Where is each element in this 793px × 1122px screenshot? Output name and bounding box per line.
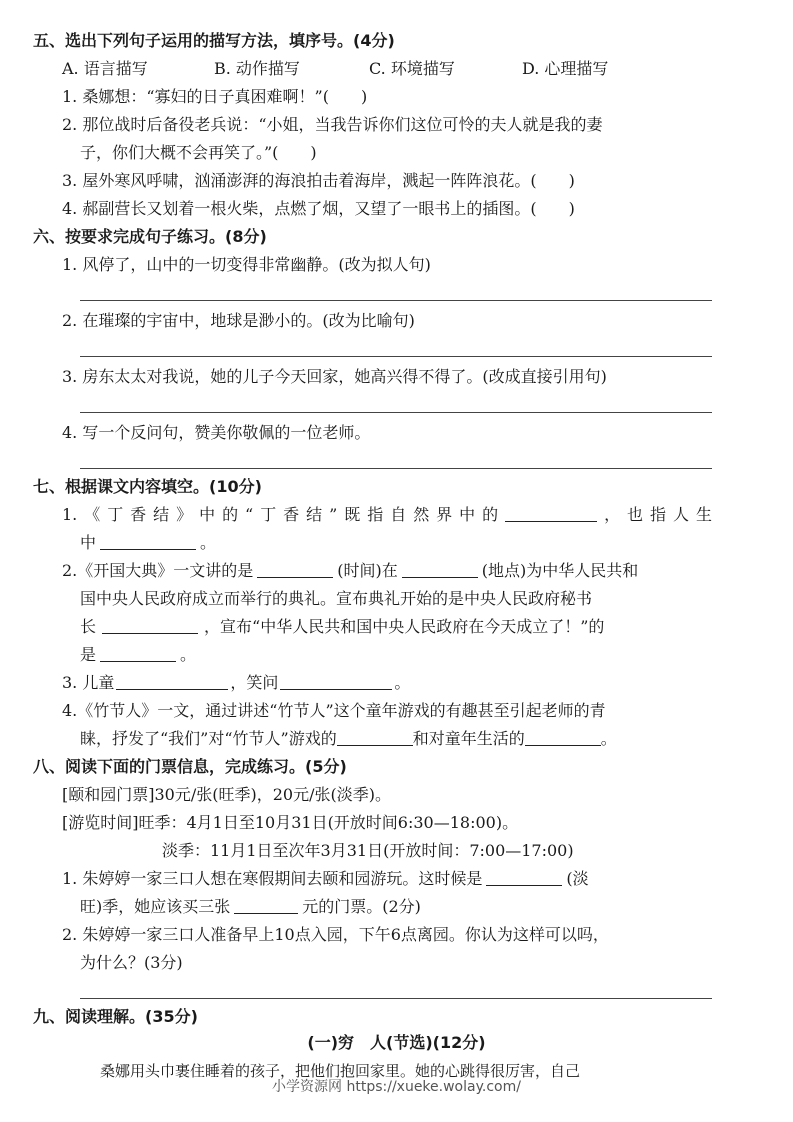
s7-q4-text: 和对童年生活的 <box>412 729 525 748</box>
s7-q1-text: 中 <box>80 533 97 552</box>
s7-question-1-cont <box>80 532 216 554</box>
s7-question-1 <box>62 504 712 526</box>
s7-q3-text: 3. 儿童 <box>62 673 115 692</box>
s8-q1-text: (淡 <box>566 869 589 888</box>
s7-q1-text: 1.《丁香结》中的“丁香结”既指自然界中的 <box>62 505 506 524</box>
s7-q2-text: (地点)为中华人民共和 <box>481 561 639 580</box>
option-d: D. 心理描写 <box>522 59 609 78</box>
blank-field[interactable] <box>337 729 413 746</box>
section-6-title: 六、按要求完成句子练习。(8分) <box>33 227 267 246</box>
s7-question-4: 4.《竹节人》一文，通过讲述“竹节人”这个童年游戏的有趣甚至引起老师的青 <box>62 701 606 720</box>
s7-q3-text: ，笑问 <box>230 673 279 692</box>
section-8-title: 八、阅读下面的门票信息，完成练习。(5分) <box>33 757 347 776</box>
option-c: C. 环境描写 <box>369 59 455 78</box>
s5-question-2: 2. 那位战时后备役老兵说：“小姐，当我告诉你们这位可怜的夫人就是我的妻 <box>62 115 603 134</box>
s7-q1-text: ，也指人生 <box>597 505 712 524</box>
section-9-title: 九、阅读理解。(35分) <box>33 1007 198 1026</box>
s5-question-2-cont: 子，你们大概不会再笑了。”( ) <box>80 143 317 162</box>
answer-line[interactable] <box>80 412 712 413</box>
s8-question-2: 2. 朱婷婷一家三口人准备早上10点入园，下午6点离园。你认为这样可以吗， <box>62 925 609 944</box>
s7-q2-text: 2.《开国大典》一文讲的是 <box>62 561 254 580</box>
s7-question-4-cont <box>80 728 617 750</box>
blank-field[interactable] <box>100 533 196 550</box>
blank-field[interactable] <box>280 673 392 690</box>
s8-q1-text: 1. 朱婷婷一家三口人想在寒假期间去颐和园游玩。这时候是 <box>62 869 483 888</box>
blank-field[interactable] <box>100 645 176 662</box>
s6-question-3: 3. 房东太太对我说，她的儿子今天回家，她高兴得不得了。(改成直接引用句) <box>62 367 607 386</box>
blank-field[interactable] <box>257 561 333 578</box>
s7-question-2 <box>62 560 638 582</box>
blank-field[interactable] <box>525 729 601 746</box>
off-season-info: 淡季：11月1日至次年3月31日(开放时间：7:00—17:00) <box>162 841 574 860</box>
s7-q4-text: 。 <box>600 729 617 748</box>
s6-question-4: 4. 写一个反问句，赞美你敬佩的一位老师。 <box>62 423 371 442</box>
answer-line[interactable] <box>80 300 712 301</box>
section-5-title: 五、选出下列句子运用的描写方法，填序号。(4分) <box>33 31 395 50</box>
option-a: A. 语言描写 <box>62 59 148 78</box>
s5-options <box>62 58 608 80</box>
s8-question-1-cont <box>80 896 421 918</box>
answer-line[interactable] <box>80 356 712 357</box>
s7-q2-text: 是 <box>80 645 97 664</box>
option-b: B. 动作描写 <box>214 59 300 78</box>
blank-field[interactable] <box>116 673 228 690</box>
s8-question-2-cont: 为什么？(3分) <box>80 953 183 972</box>
s5-question-3: 3. 屋外寒风呼啸，汹涌澎湃的海浪拍击着海岸，溅起一阵阵浪花。( ) <box>62 171 575 190</box>
watermark: 小学资源网 https://xueke.wolay.com/ <box>272 1079 521 1095</box>
s8-q1-text: 元的门票。(2分) <box>302 897 421 916</box>
s7-q1-text: 。 <box>200 533 217 552</box>
s5-question-4: 4. 郝副营长又划着一根火柴，点燃了烟，又望了一眼书上的插图。( ) <box>62 199 575 218</box>
s5-question-1: 1. 桑娜想：“寡妇的日子真困难啊！”( ) <box>62 87 368 106</box>
s8-question-1 <box>62 868 589 890</box>
ticket-price-info: [颐和园门票]30元/张(旺季)，20元/张(淡季)。 <box>62 785 391 804</box>
s7-q2-text: 长 <box>80 617 97 636</box>
s8-q1-text: 旺)季，她应该买三张 <box>80 897 231 916</box>
passage-text: 桑娜用头巾裹住睡着的孩子，把他们抱回家里。她的心跳得很厉害，自己 <box>100 1062 581 1080</box>
blank-field[interactable] <box>102 617 198 634</box>
s7-q2-text: 。 <box>180 645 197 664</box>
s7-question-2-cont <box>80 644 196 666</box>
s7-q2-text: ，宣布“中华人民共和国中央人民政府在今天成立了！”的 <box>204 617 605 636</box>
s6-question-2: 2. 在璀璨的宇宙中，地球是渺小的。(改为比喻句) <box>62 311 415 330</box>
s7-q3-text: 。 <box>394 673 411 692</box>
answer-line[interactable] <box>80 468 712 469</box>
blank-field[interactable] <box>234 897 298 914</box>
answer-line[interactable] <box>80 998 712 999</box>
blank-field[interactable] <box>486 869 562 886</box>
passage-subtitle: (一)穷 人(节选)(12分) <box>307 1033 486 1052</box>
blank-field[interactable] <box>505 505 597 522</box>
s7-question-2-cont: 国中央人民政府成立而举行的典礼。宣布典礼开始的是中央人民政府秘书 <box>80 589 593 608</box>
s7-question-2-cont <box>80 616 604 638</box>
visit-time-info: [游览时间]旺季：4月1日至10月31日(开放时间6:30—18:00)。 <box>62 813 519 832</box>
s7-question-3 <box>62 672 410 694</box>
s7-q2-text: (时间)在 <box>337 561 398 580</box>
section-7-title: 七、根据课文内容填空。(10分) <box>33 477 262 496</box>
blank-field[interactable] <box>402 561 478 578</box>
s7-q4-text: 睐，抒发了“我们”对“竹节人”游戏的 <box>80 729 337 748</box>
s6-question-1: 1. 风停了，山中的一切变得非常幽静。(改为拟人句) <box>62 255 431 274</box>
